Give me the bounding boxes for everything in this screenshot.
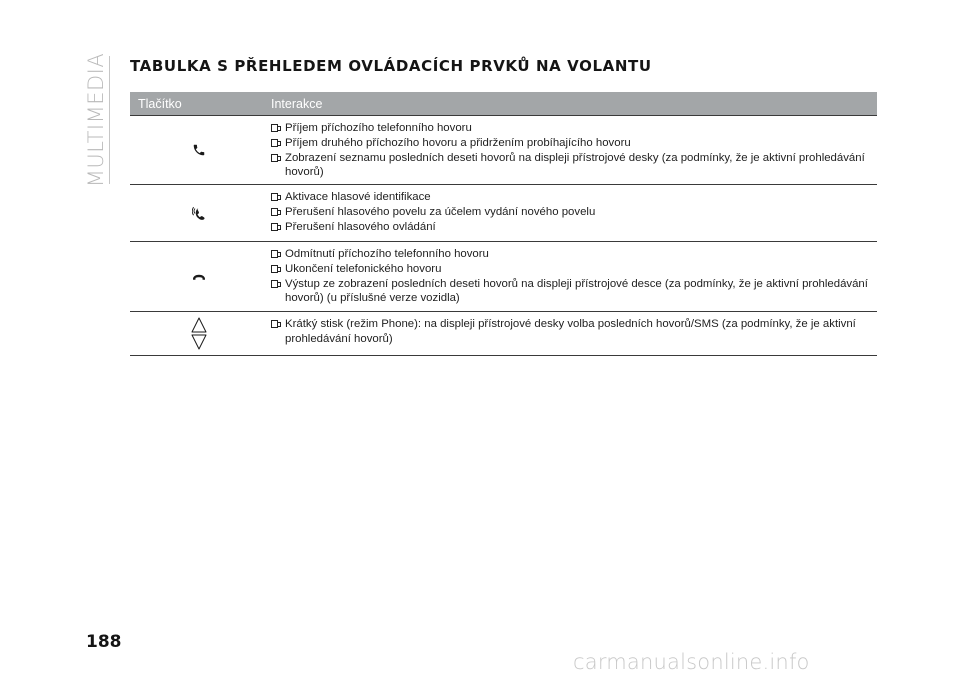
column-header-interaction: Interakce <box>271 96 323 111</box>
list-item: Krátký stisk (režim Phone): na displeji přístrojové desky volba posledních hovorů/SMS (za podmínky, že je aktivní prohledávání hovorů) <box>271 317 877 347</box>
watermark: carmanualsonline.info <box>573 650 810 674</box>
button-cell <box>130 312 267 355</box>
bullet-icon <box>271 280 278 288</box>
up-down-arrows-icon <box>191 317 207 351</box>
table-row <box>130 115 877 185</box>
button-cell <box>130 116 267 184</box>
interaction-cell <box>267 185 877 241</box>
page-number: 188 <box>86 632 122 652</box>
phone-pickup-icon <box>192 143 206 157</box>
list-item: Zobrazení seznamu posledních deseti hovorů na displeji přístrojové desky (za podmínky, že je aktivní prohledávání hovorů) <box>271 151 877 181</box>
table-header <box>130 92 877 115</box>
list-item: Přerušení hlasového ovládání <box>271 220 877 235</box>
list-item: Aktivace hlasové identifikace <box>271 190 877 205</box>
section-tab-divider <box>109 56 110 184</box>
list-item: Příjem druhého příchozího hovoru a přidržením probíhajícího hovoru <box>271 136 877 151</box>
phone-hangup-icon <box>192 273 206 281</box>
table-row <box>130 242 877 312</box>
button-cell <box>130 242 267 311</box>
table-row <box>130 312 877 356</box>
interaction-cell <box>267 242 877 311</box>
section-tab <box>84 54 108 186</box>
steering-controls-table <box>130 92 877 356</box>
bullet-icon <box>271 154 278 162</box>
list-item: Příjem příchozího telefonního hovoru <box>271 121 877 136</box>
interaction-cell <box>267 116 877 184</box>
list-item: Odmítnutí příchozího telefonního hovoru <box>271 247 877 262</box>
page-title: TABULKA S PŘEHLEDEM OVLÁDACÍCH PRVKŮ NA VOLANTU <box>130 57 652 75</box>
column-header-button: Tlačítko <box>138 96 182 111</box>
bullet-icon <box>271 208 278 216</box>
bullet-icon <box>271 250 278 258</box>
bullet-icon <box>271 265 278 273</box>
button-cell <box>130 185 267 241</box>
list-item: Přerušení hlasového povelu za účelem vydání nového povelu <box>271 205 877 220</box>
bullet-icon <box>271 139 278 147</box>
bullet-icon <box>271 124 278 132</box>
bullet-icon <box>271 193 278 201</box>
table-row <box>130 185 877 242</box>
list-item: Výstup ze zobrazení posledních deseti hovorů na displeji přístrojové desce (za podmínky, že je aktivní prohledávání hovorů) (u příslušné verze vozidla) <box>271 277 877 307</box>
list-item: Ukončení telefonického hovoru <box>271 262 877 277</box>
section-tab-label: MULTIMEDIA <box>84 52 108 188</box>
interaction-cell <box>267 312 877 355</box>
voice-command-icon <box>192 205 206 221</box>
bullet-icon <box>271 320 278 328</box>
bullet-icon <box>271 223 278 231</box>
